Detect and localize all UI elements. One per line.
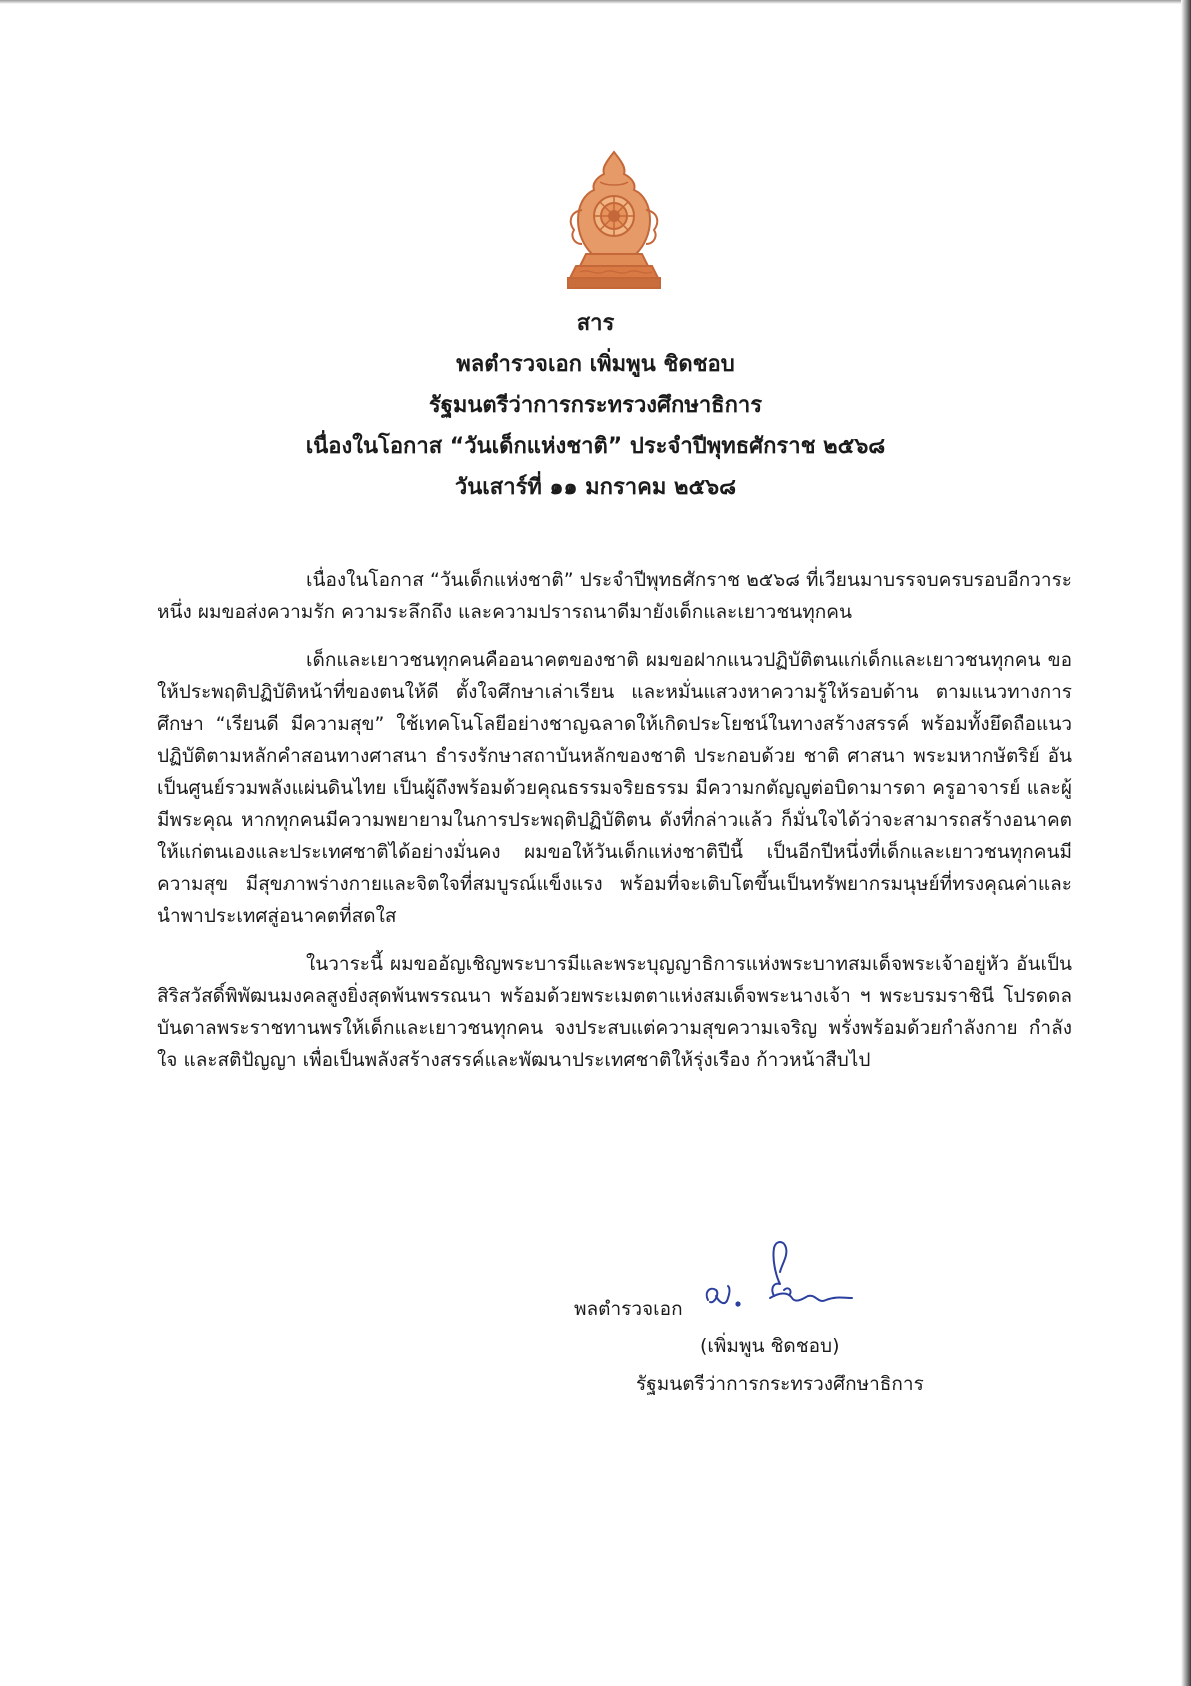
signatory-title: รัฐมนตรีว่าการกระทรวงศึกษาธิการ (636, 1373, 924, 1395)
header-date: วันเสาร์ที่ ๑๑ มกราคม ๒๕๖๘ (454, 475, 737, 500)
scan-edge-right (1181, 0, 1191, 1686)
scan-edge-top (0, 0, 1191, 4)
header-occasion: เนื่องในโอกาส “วันเด็กแห่งชาติ” ประจำปีพุทธศักราช ๒๕๖๘ (305, 434, 886, 459)
ministry-emblem (566, 150, 662, 292)
header-position: รัฐมนตรีว่าการกระทรวงศึกษาธิการ (428, 393, 763, 418)
signature-rank: พลตำรวจเอก (574, 1298, 683, 1320)
signatory-name: (เพิ่มพูน ชิดชอบ) (700, 1335, 840, 1357)
header-title: สาร (576, 311, 615, 336)
body-paragraph: ในวาระนี้ ผมขออัญเชิญพระบารมีและพระบุญญาธิการแห่งพระบาทสมเด็จพระเจ้าอยู่หัว อันเป็นสิริสวัสดิ์พิพัฒนมงคลสูงยิ่งสุดพ้นพรรณนา พร้อมด้วยพระเมตตาแห่งสมเด็จพระนางเจ้า ฯ พระบรมราชินี โปรดดลบันดาลพระราชทานพรให้เด็กและเยาวชนทุกคน จงประสบแต่ความสุขความเจริญ พรั่งพร้อมด้วยกำลังกาย กำลังใจ และสติปัญญา เพื่อเป็นพลังสร้างสรรค์และพัฒนาประเทศชาติให้รุ่งเรือง ก้าวหน้าสืบไป (157, 953, 1072, 1071)
message-body (157, 564, 1072, 1092)
header-name: พลตำรวจเอก เพิ่มพูน ชิดชอบ (456, 352, 735, 377)
body-paragraph: เด็กและเยาวชนทุกคนคืออนาคตของชาติ ผมขอฝากแนวปฏิบัติตนแก่เด็กและเยาวชนทุกคน ขอให้ประพฤติปฏิบัติหน้าที่ของตนให้ดี ตั้งใจศึกษาเล่าเรียน และหมั่นแสวงหาความรู้ให้รอบด้าน ตามแนวทางการศึกษา “เรียนดี มีความสุข” ใช้เทคโนโลยีอย่างชาญฉลาดให้เกิดประโยชน์ในทางสร้างสรรค์ พร้อมทั้งยึดถือแนวปฏิบัติตามหลักคำสอนทางศาสนา ธำรงรักษาสถาบันหลักของชาติ ประกอบด้วย ชาติ ศาสนา พระมหากษัตริย์ อันเป็นศูนย์รวมพลังแผ่นดินไทย เป็นผู้ถึงพร้อมด้วยคุณธรรมจริยธรรม มีความกตัญญูต่อบิดามารดา ครูอาจารย์ และผู้มีพระคุณ หากทุกคนมีความพยายามในการประพฤติปฏิบัติตน ดังที่กล่าวแล้ว ก็มั่นใจได้ว่าจะสามารถสร้างอนาคตให้แก่ตนเองและประเทศชาติได้อย่างมั่นคง ผมขอให้วันเด็กแห่งชาติปีนี้ เป็นอีกปีหนึ่งที่เด็กและเยาวชนทุกคนมีความสุข มีสุขภาพร่างกายและจิตใจที่สมบูรณ์แข็งแรง พร้อมที่จะเติบโตขึ้นเป็นทรัพยากรมนุษย์ที่ทรงคุณค่าและนำพาประเทศสู่อนาคตที่สดใส (157, 649, 1072, 927)
handwritten-signature (700, 1238, 860, 1318)
document-header (0, 303, 1191, 508)
body-paragraph: เนื่องในโอกาส “วันเด็กแห่งชาติ” ประจำปีพุทธศักราช ๒๕๖๘ ที่เวียนมาบรรจบครบรอบอีกวาระหนึ่ง ผมขอส่งความรัก ความระลึกถึง และความปรารถนาดีมายังเด็กและเยาวชนทุกคน (157, 569, 1072, 623)
